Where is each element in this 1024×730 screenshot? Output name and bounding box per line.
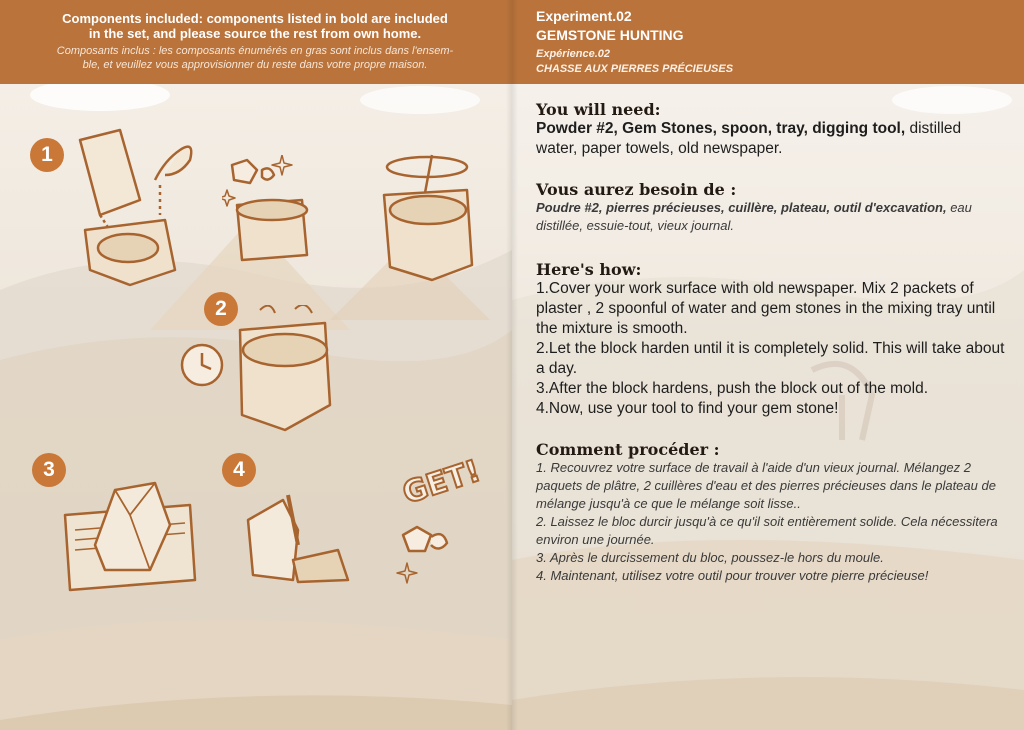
how-step-1: 1.Cover your work surface with old newspaper. Mix 2 packets of plaster , 2 spoonful of water and gem stones in the mixing tray until the mixture is smooth. — [536, 280, 996, 337]
comment-proceder-heading: Comment procéder : — [536, 440, 720, 459]
how-fr-step-2: 2. Laissez le bloc durcir jusqu'à ce qu'il soit entièrement solide. Cela nécessitera environ une journée. — [536, 514, 998, 547]
experiment-title-fr: CHASSE AUX PIERRES PRÉCIEUSES — [536, 63, 734, 75]
heres-how-heading: Here's how: — [536, 260, 642, 279]
step-badge-1: 1 — [30, 138, 64, 172]
stir-mixture-illustration — [372, 145, 482, 285]
gem-found-icon — [395, 515, 465, 585]
harden-block-illustration — [180, 305, 340, 440]
experiment-title: GEMSTONE HUNTING — [536, 27, 684, 43]
step-badge-2: 2 — [204, 292, 238, 326]
how-fr-step-3: 3. Après le durcissement du bloc, poussez-le hors du moule. — [536, 550, 884, 565]
add-gem-illustration — [222, 155, 332, 265]
need-bold-items: Powder #2, Gem Stones, spoon, tray, digging tool, — [536, 120, 906, 137]
unmold-block-illustration — [60, 475, 200, 595]
experiment-header — [512, 0, 1024, 84]
heres-how-section — [536, 260, 1006, 419]
how-step-3: 3.After the block hardens, push the block out of the mold. — [536, 380, 929, 397]
components-line-1: Components included: components listed in bold are included — [62, 11, 448, 26]
comment-proceder-section — [536, 440, 1006, 585]
experiment-number-fr: Expérience.02 — [536, 48, 610, 60]
need-fr-bold-items: Poudre #2, pierres précieuses, cuillère, plateau, outil d'excavation, — [536, 200, 947, 215]
vous-aurez-besoin-section — [536, 180, 1006, 235]
components-fr-line-2: ble, et veuillez vous approvisionner du reste dans votre propre maison. — [82, 59, 428, 71]
pour-powder-illustration — [70, 120, 210, 290]
vous-aurez-besoin-heading: Vous aurez besoin de : — [536, 180, 737, 199]
how-fr-step-1: 1. Recouvrez votre surface de travail à l'aide d'un vieux journal. Mélangez 2 paquets de plâtre, 2 cuillères d'eau et des pierres précieuses dans le plateau de mélange jusqu'à ce que le mélange soit lisse.. — [536, 460, 996, 511]
components-header — [0, 0, 512, 84]
how-step-2: 2.Let the block harden until it is completely solid. This will take about a day. — [536, 340, 1005, 377]
you-will-need-section — [536, 100, 1006, 159]
dig-gem-illustration — [238, 490, 358, 590]
you-will-need-heading: You will need: — [536, 100, 661, 119]
how-step-4: 4.Now, use your tool to find your gem stone! — [536, 400, 839, 417]
step-badge-3: 3 — [32, 453, 66, 487]
page-fold — [506, 0, 518, 730]
need-rest-items: distilled water, paper towels, old newspaper. — [536, 120, 962, 157]
need-fr-rest-items: eau distillée, essuie-tout, vieux journal. — [536, 200, 972, 233]
right-page — [512, 0, 1024, 730]
components-fr-line-1: Composants inclus : les composants énumérés en gras sont inclus dans l'ensem- — [56, 45, 454, 57]
components-line-2: in the set, and please source the rest from own home. — [88, 26, 422, 41]
step-badge-4: 4 — [222, 453, 256, 487]
how-fr-step-4: 4. Maintenant, utilisez votre outil pour trouver votre pierre précieuse! — [536, 568, 929, 583]
experiment-number: Experiment.02 — [536, 8, 632, 24]
get-label: GET! — [398, 453, 485, 512]
